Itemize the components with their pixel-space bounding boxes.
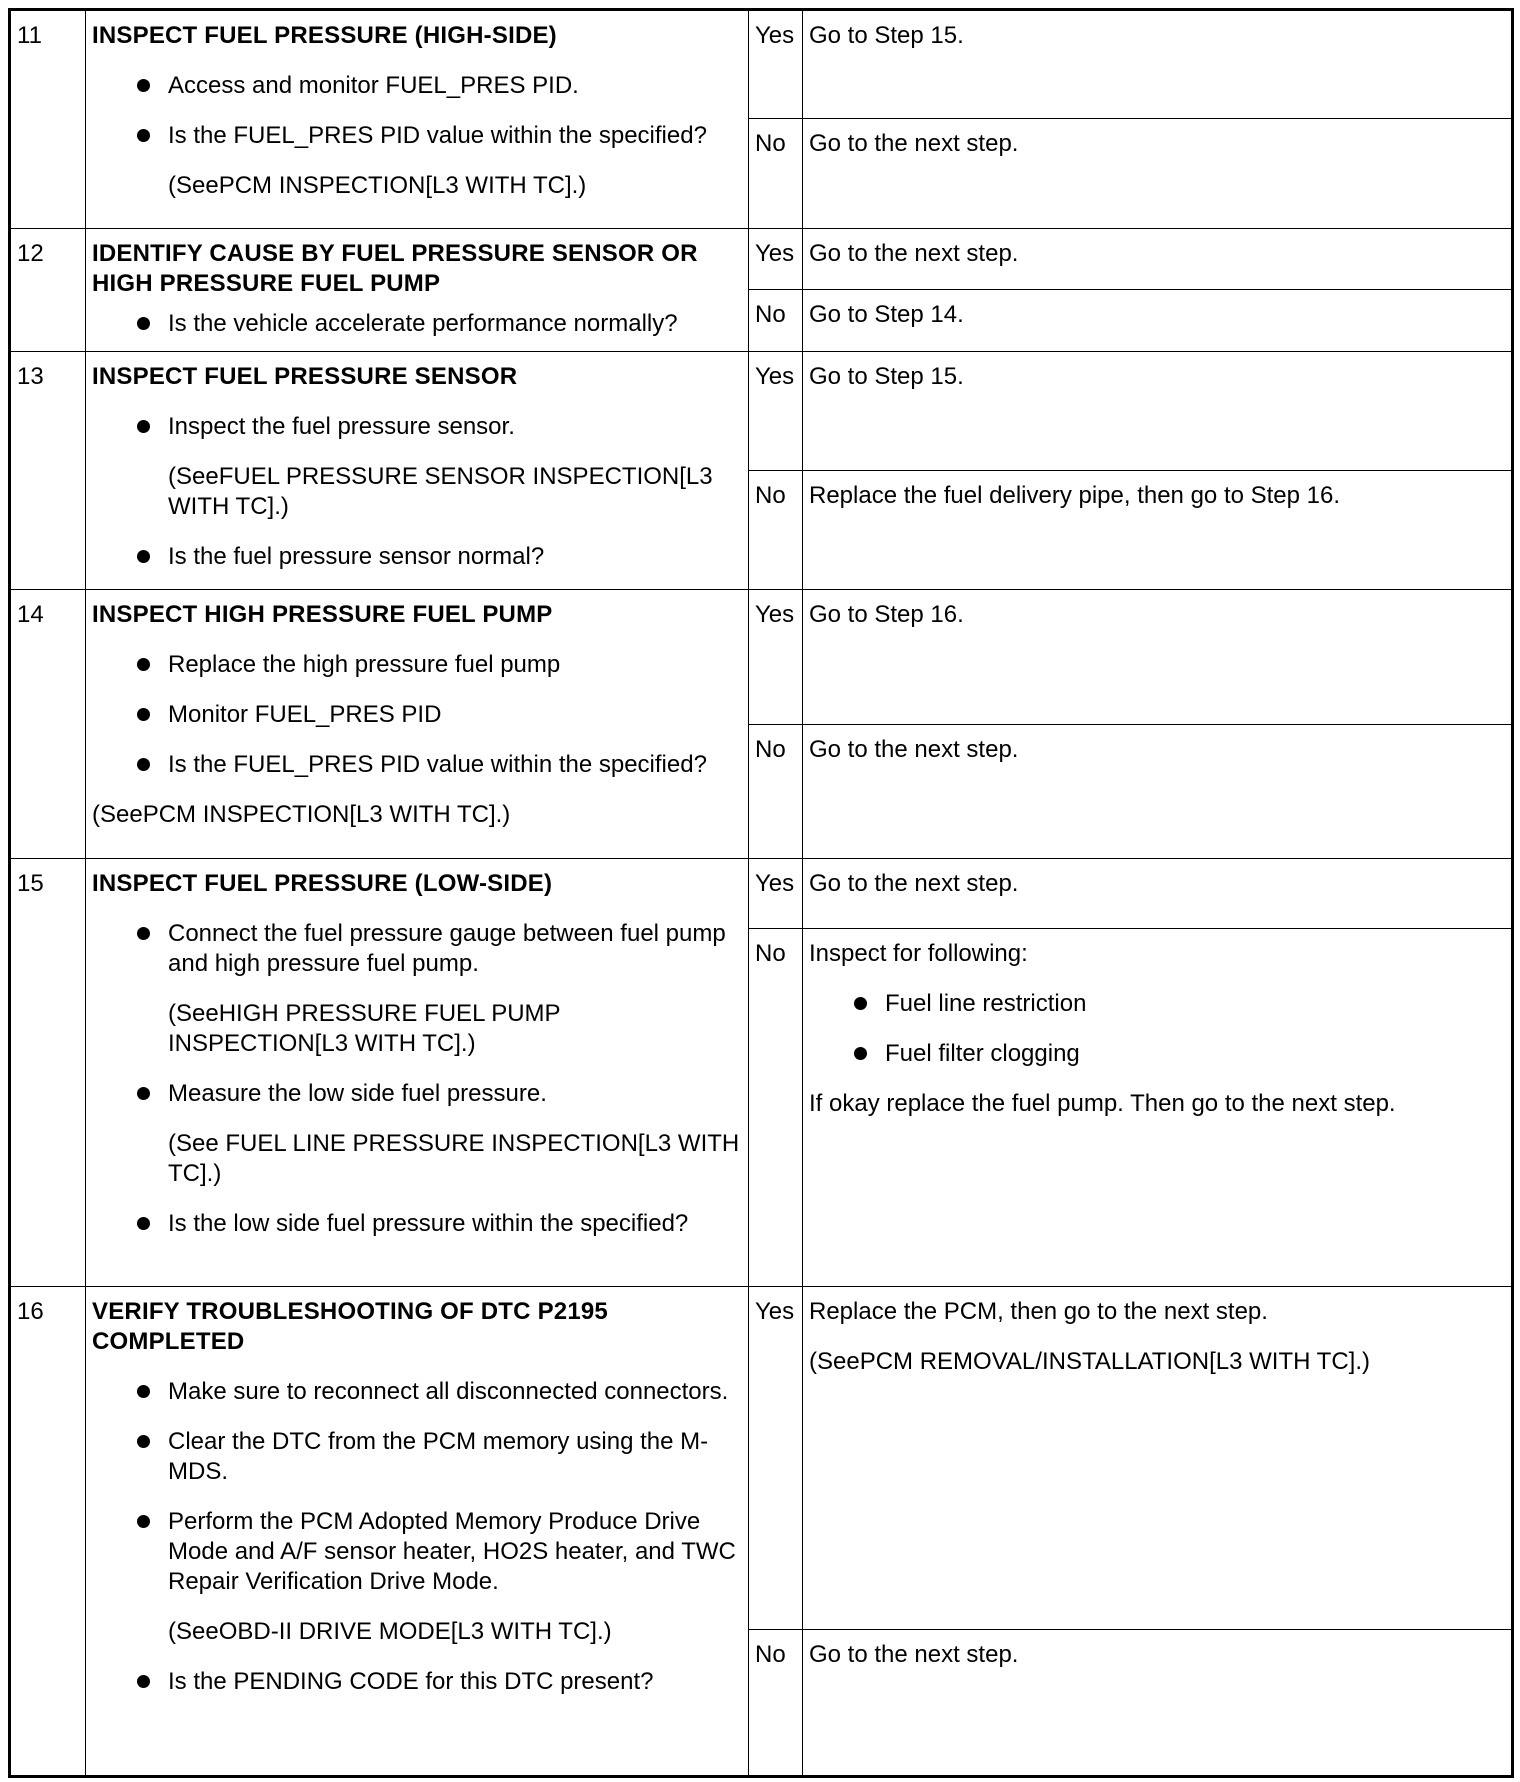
action-bullet: Is the fuel pressure sensor normal? [92, 542, 742, 572]
yes-label: Yes [749, 228, 803, 289]
yes-result: Go to Step 15. [803, 10, 1513, 119]
no-result-bullet: Fuel line restriction [809, 989, 1505, 1019]
reference-note: (SeeFUEL PRESSURE SENSOR INSPECTION[L3 WITH TC].) [168, 462, 713, 520]
action-bullet: Inspect the fuel pressure sensor. [92, 412, 742, 442]
yes-result: Go to the next step. [803, 228, 1513, 289]
action-bullet: Is the FUEL_PRES PID value within the specified? [92, 750, 742, 780]
yes-label: Yes [749, 859, 803, 928]
step-number: 16 [10, 1287, 86, 1777]
action-bullet: Is the vehicle accelerate performance normally? [92, 309, 742, 339]
no-label: No [749, 724, 803, 859]
step-number: 11 [10, 10, 86, 229]
action-bullet: Perform the PCM Adopted Memory Produce Drive Mode and A/F sensor heater, HO2S heater, and TWC Repair Verification Drive Mode. [92, 1507, 742, 1597]
no-result: Replace the fuel delivery pipe, then go to Step 16. [803, 470, 1513, 589]
yes-label: Yes [749, 351, 803, 470]
troubleshooting-table [8, 8, 1514, 1778]
no-result-outro: If okay replace the fuel pump. Then go to the next step. [809, 1089, 1396, 1117]
step-row-11 [10, 10, 1513, 119]
action-bullet: Access and monitor FUEL_PRES PID. [92, 71, 742, 101]
step-number: 15 [10, 859, 86, 1287]
step-action [86, 1287, 749, 1777]
action-bullet: Replace the high pressure fuel pump [92, 650, 742, 680]
step-row-15 [10, 859, 1513, 928]
no-result: Go to the next step. [803, 119, 1513, 228]
step-row-16 [10, 1287, 1513, 1630]
step-action [86, 228, 749, 351]
no-result-bullet: Fuel filter clogging [809, 1039, 1505, 1069]
step-number: 12 [10, 228, 86, 351]
reference-note: (See FUEL LINE PRESSURE INSPECTION[L3 WITH TC].) [168, 1130, 740, 1188]
step-action [86, 590, 749, 859]
action-bullet: Clear the DTC from the PCM memory using the M-MDS. [92, 1427, 742, 1487]
no-label: No [749, 928, 803, 1286]
no-label: No [749, 290, 803, 351]
step-action [86, 351, 749, 590]
reference-note: (SeePCM INSPECTION[L3 WITH TC].) [92, 801, 511, 829]
step-title: INSPECT FUEL PRESSURE (LOW-SIDE) [92, 870, 553, 898]
step-title: VERIFY TROUBLESHOOTING OF DTC P2195 COMPLETED [92, 1298, 608, 1356]
step-title: INSPECT FUEL PRESSURE (HIGH-SIDE) [92, 22, 557, 49]
no-result-intro: Inspect for following: [809, 939, 1028, 967]
action-bullet: Is the low side fuel pressure within the specified? [92, 1209, 742, 1239]
action-bullet: Measure the low side fuel pressure. [92, 1079, 742, 1109]
step-row-14 [10, 590, 1513, 725]
action-bullet: Is the FUEL_PRES PID value within the specified? [92, 121, 742, 151]
no-result: Go to the next step. [803, 724, 1513, 859]
yes-label: Yes [749, 590, 803, 725]
step-number: 13 [10, 351, 86, 590]
action-bullet: Make sure to reconnect all disconnected connectors. [92, 1377, 742, 1407]
no-result [803, 928, 1513, 1286]
step-title: IDENTIFY CAUSE BY FUEL PRESSURE SENSOR OR HIGH PRESSURE FUEL PUMP [92, 239, 698, 297]
yes-label: Yes [749, 10, 803, 119]
step-action [86, 10, 749, 229]
step-row-13 [10, 351, 1513, 470]
action-bullet: Monitor FUEL_PRES PID [92, 700, 742, 730]
step-row-12 [10, 228, 1513, 289]
no-label: No [749, 470, 803, 589]
reference-note: (SeeOBD-II DRIVE MODE[L3 WITH TC].) [168, 1618, 612, 1646]
step-number: 14 [10, 590, 86, 859]
yes-label: Yes [749, 1287, 803, 1630]
no-label: No [749, 119, 803, 228]
step-title: INSPECT FUEL PRESSURE SENSOR [92, 362, 518, 390]
reference-note: (SeeHIGH PRESSURE FUEL PUMP INSPECTION[L3 WITH TC].) [168, 1000, 561, 1058]
yes-result: Go to the next step. [803, 859, 1513, 928]
reference-note: (SeePCM INSPECTION[L3 WITH TC].) [168, 172, 587, 199]
yes-result [803, 1287, 1513, 1630]
no-result: Go to Step 14. [803, 290, 1513, 351]
yes-result: Go to Step 15. [803, 351, 1513, 470]
no-label: No [749, 1629, 803, 1776]
yes-result-text: Replace the PCM, then go to the next step. [809, 1298, 1268, 1326]
yes-result: Go to Step 16. [803, 590, 1513, 725]
reference-note: (SeePCM REMOVAL/INSTALLATION[L3 WITH TC].) [809, 1348, 1370, 1376]
no-result: Go to the next step. [803, 1629, 1513, 1776]
action-bullet: Connect the fuel pressure gauge between fuel pump and high pressure fuel pump. [92, 919, 742, 979]
step-action [86, 859, 749, 1287]
action-bullet: Is the PENDING CODE for this DTC present? [92, 1667, 742, 1697]
step-title: INSPECT HIGH PRESSURE FUEL PUMP [92, 601, 553, 629]
